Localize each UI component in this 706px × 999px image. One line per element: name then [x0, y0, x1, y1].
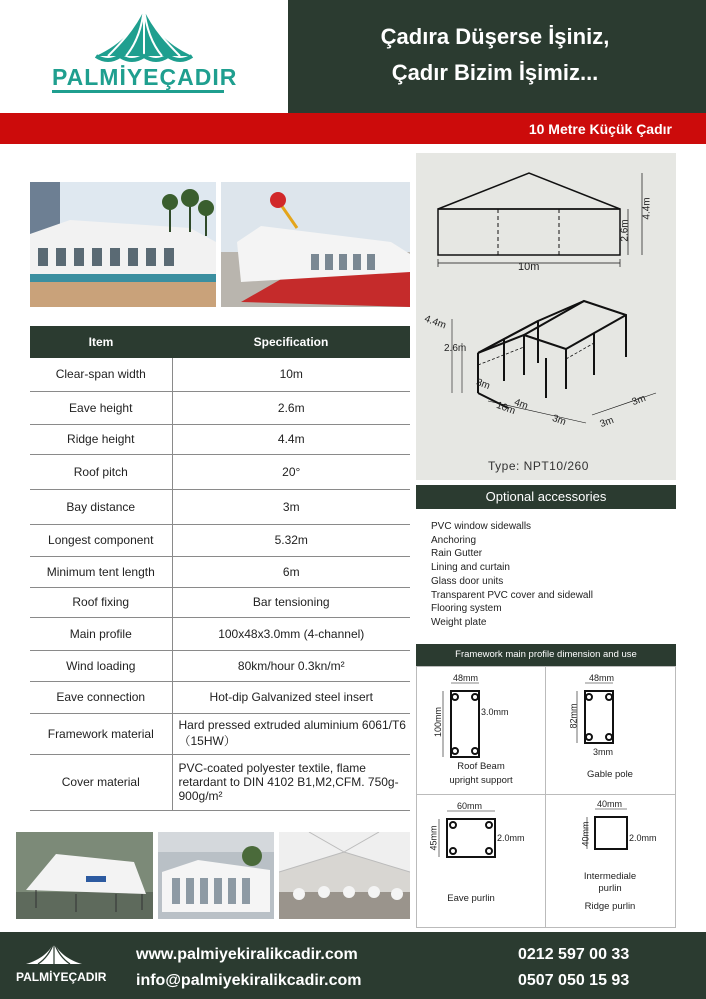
accessories-title: Optional accessories — [416, 485, 676, 509]
tent-photo-4 — [158, 832, 274, 919]
iso-ridge-label: 4.4m — [422, 313, 448, 332]
tent-photo-5 — [279, 832, 410, 919]
framework-grid — [416, 666, 676, 928]
row-value: 2.6m — [172, 391, 410, 424]
iso-span-label: 10m — [494, 400, 517, 417]
row-value: 10m — [172, 358, 410, 391]
row-key: Ridge height — [30, 424, 172, 454]
row-value: Bar tensioning — [172, 587, 410, 617]
phone-1[interactable]: 0212 597 00 33 — [518, 946, 630, 963]
table-row — [30, 454, 410, 489]
spec-table — [30, 326, 410, 811]
list-item: PVC window sidewalls — [431, 521, 532, 532]
eave-purlin-width: 60mm — [457, 801, 483, 811]
eave-purlin-label: Eave purlin — [447, 893, 495, 904]
table-row — [30, 650, 410, 681]
page-subtitle: 10 Metre Küçük Çadır — [528, 121, 672, 137]
email-link[interactable]: info@palmiyekiralikcadir.com — [136, 972, 362, 989]
ridge-purlin-height: 40mm — [580, 821, 591, 847]
ridge-purlin-thickness: 2.0mm — [629, 833, 657, 843]
tent-logo-icon — [92, 6, 196, 64]
logo — [0, 0, 288, 113]
tent-photo-3 — [16, 832, 153, 919]
roof-beam-height: 100mm — [433, 706, 444, 738]
list-item: Flooring system — [431, 603, 502, 615]
row-key: Framework material — [30, 713, 172, 754]
footer-tent-icon — [24, 940, 84, 968]
row-key: Eave connection — [30, 681, 172, 713]
spec-table-header — [30, 326, 410, 358]
iso-bay3-label: 3m — [550, 412, 568, 429]
iso-eave-label: 2.6m — [444, 343, 467, 354]
list-item: Transparent PVC cover and sidewall — [431, 589, 593, 601]
ridge-purlin-width: 40mm — [597, 799, 623, 809]
row-value: 5.32m — [172, 524, 410, 556]
intermediate-purlin-label: Intermediale — [583, 871, 637, 882]
table-row — [30, 524, 410, 556]
table-row — [30, 754, 410, 810]
iso-bay2-label: 4m — [512, 396, 530, 413]
phone-2[interactable]: 0507 050 15 93 — [518, 972, 630, 989]
table-row — [30, 391, 410, 424]
row-key: Longest component — [30, 524, 172, 556]
row-value: 20° — [172, 454, 410, 489]
table-row — [30, 556, 410, 587]
row-key: Bay distance — [30, 489, 172, 524]
slogan-line-1: Çadıra Düşerse İşiniz, — [380, 24, 610, 49]
row-value: 4.4m — [172, 424, 410, 454]
header-item: Item — [30, 326, 172, 358]
list-item: Glass door units — [431, 575, 504, 587]
roof-beam-label-2: upright support — [449, 775, 513, 786]
tent-diagram-panel — [416, 153, 676, 480]
slogan-line-2: Çadır Bizim İşimiz... — [391, 60, 599, 85]
footer-brand: PALMİYEÇADIR — [16, 970, 107, 984]
row-key: Wind loading — [30, 650, 172, 681]
type-label: Type: NPT10/260 — [488, 459, 589, 473]
tent-frame-diagram — [416, 153, 676, 453]
iso-side2-label: 3m — [630, 392, 648, 409]
row-key: Eave height — [30, 391, 172, 424]
intermediate-purlin-label-2: purlin — [598, 883, 622, 894]
accessories-list — [431, 520, 593, 630]
row-value: 6m — [172, 556, 410, 587]
iso-bay1-label: 3m — [474, 376, 492, 393]
table-row — [30, 489, 410, 524]
website-link[interactable]: www.palmiyekiralikcadir.com — [136, 946, 358, 963]
row-key: Minimum tent length — [30, 556, 172, 587]
tent-photo-1 — [30, 182, 216, 307]
list-item: Weight plate — [431, 616, 487, 628]
row-key: Cover material — [30, 754, 172, 810]
ridge-purlin-label: Ridge purlin — [584, 901, 636, 912]
gable-pole-thickness: 3mm — [593, 747, 613, 757]
row-key: Clear-span width — [30, 358, 172, 391]
row-value: PVC-coated polyester textile, flame retardant to DIN 4102 B1,M2,CFM. 750g-900g/m² — [172, 754, 410, 810]
list-item: Rain Gutter — [431, 548, 483, 560]
table-row — [30, 617, 410, 650]
table-row — [30, 713, 410, 754]
row-key: Roof fixing — [30, 587, 172, 617]
roof-beam-thickness: 3.0mm — [481, 707, 509, 717]
roof-beam-label: Roof Beam — [457, 761, 505, 772]
width-label: 10m — [518, 261, 540, 273]
gable-pole-width: 48mm — [589, 673, 615, 683]
tent-photo-2 — [221, 182, 410, 307]
gable-pole-height: 82mm — [568, 703, 579, 729]
roof-beam-width: 48mm — [453, 673, 479, 683]
iso-side1-label: 3m — [598, 414, 616, 431]
table-row — [30, 424, 410, 454]
row-value: Hot-dip Galvanized steel insert — [172, 681, 410, 713]
table-row — [30, 358, 410, 391]
gable-pole-label: Gable pole — [587, 769, 633, 780]
list-item: Lining and curtain — [431, 562, 510, 574]
row-key: Roof pitch — [30, 454, 172, 489]
row-value: 3m — [172, 489, 410, 524]
list-item: Anchoring — [431, 534, 477, 546]
row-value: 80km/hour 0.3kn/m² — [172, 650, 410, 681]
ridge-label: 4.4m — [641, 197, 653, 220]
eave-purlin-thickness: 2.0mm — [497, 833, 525, 843]
header-specification: Specification — [172, 326, 410, 358]
brand-name: PALMİYEÇADIR — [52, 64, 238, 90]
eave-label: 2.6m — [619, 219, 631, 242]
row-value: Hard pressed extruded aluminium 6061/T6 （15HW） — [172, 713, 410, 754]
table-row — [30, 681, 410, 713]
eave-purlin-height: 45mm — [428, 825, 439, 851]
table-row — [30, 587, 410, 617]
row-key: Main profile — [30, 617, 172, 650]
framework-title: Framework main profile dimension and use — [416, 644, 676, 666]
row-value: 100x48x3.0mm (4-channel) — [172, 617, 410, 650]
